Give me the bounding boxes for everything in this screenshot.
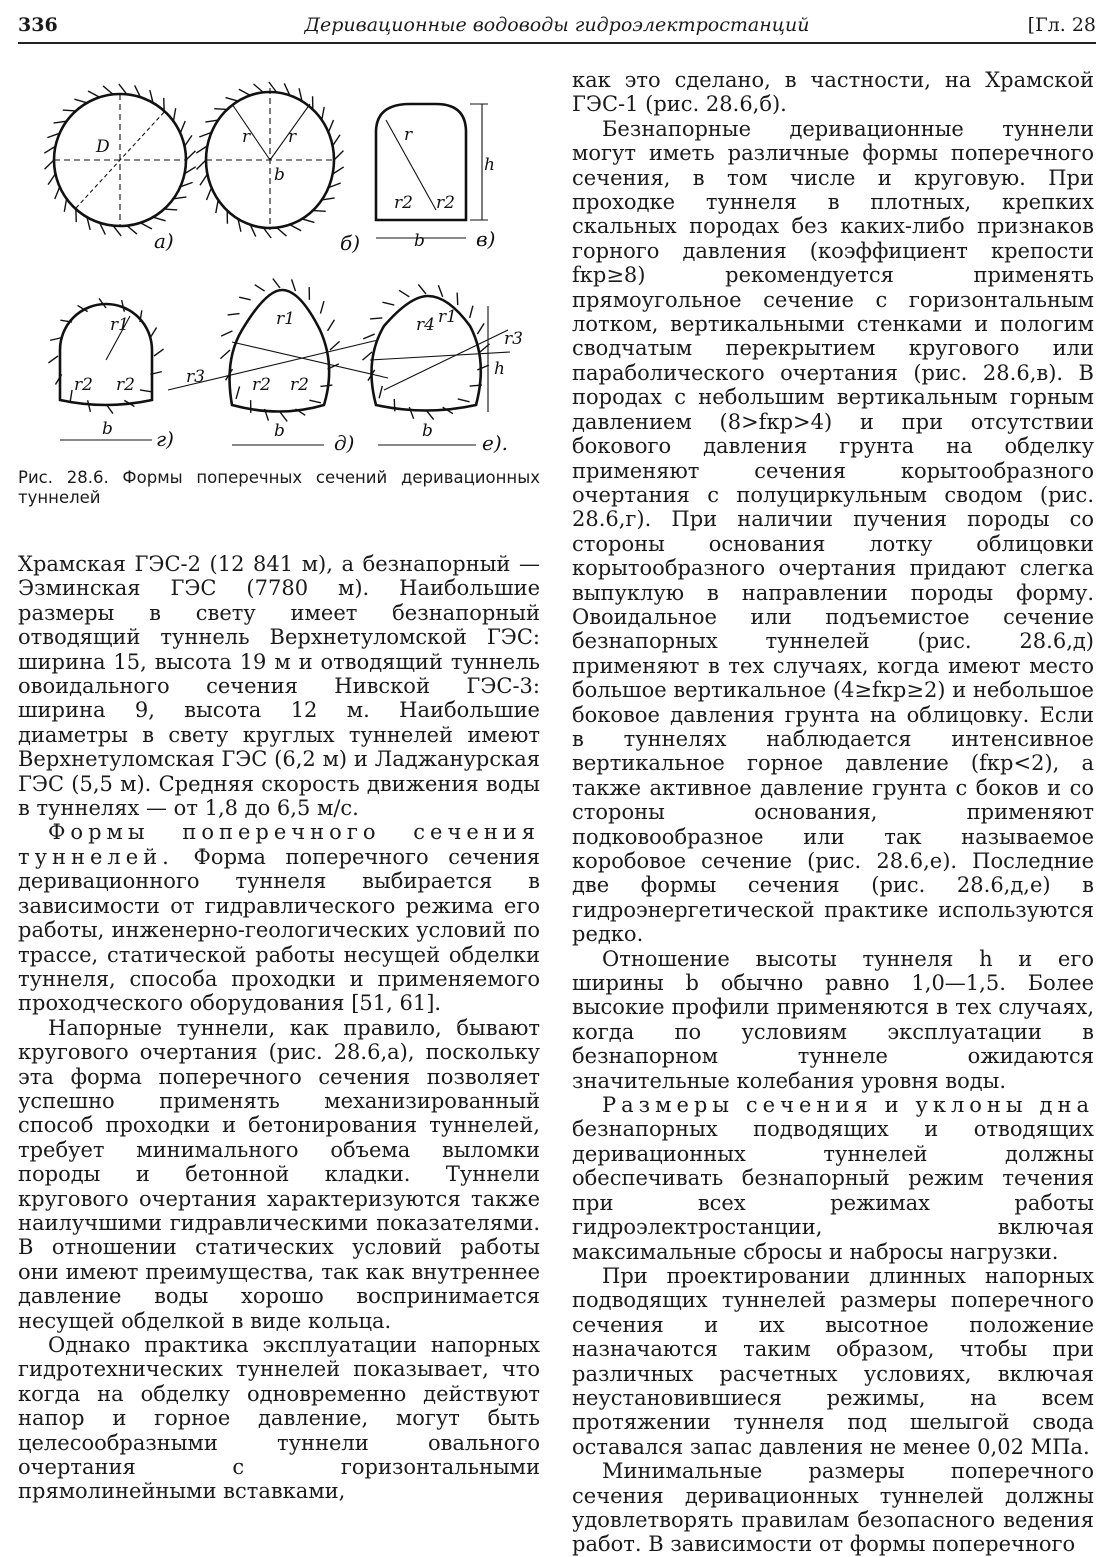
page-number: 336 xyxy=(18,14,58,36)
dim-label: r3 xyxy=(504,329,523,349)
dim-label: r1 xyxy=(110,315,129,335)
dim-label: r2 xyxy=(436,193,455,213)
dim-label: r3 xyxy=(186,367,205,387)
paragraph-text: безнапорных подводящих и отводящих деривационных туннелей должны обеспечивать безнапорный режим течения при всех режимах работы гидроэлектростанции, включая максимальные сбросы и набросы нагрузки. xyxy=(572,1117,1094,1263)
dim-label: h xyxy=(494,359,505,379)
panel-label: е). xyxy=(482,431,508,455)
dim-label: r4 xyxy=(416,315,435,335)
dim-label: r2 xyxy=(394,193,413,213)
dim-label: r xyxy=(288,127,297,147)
paragraph: Напорные туннели, как правило, бывают кругового очертания (рис. 28.6,а), поскольку эта форма поперечного сечения позволяет успешно применять механизированный способ проходки и бетонирования туннелей, требует минимального объема выломки породы и бетонной кладки. Туннели кругового очертания характеризуются также наилучшими гидравлическими показателями. В отношении статических условий работы они имеют преимущества, так как внутреннее давление воды хорошо воспринимается несущей обделкой в виде кольца. xyxy=(18,1016,540,1333)
paragraph: Отношение высоты туннеля h и его ширины b обычно равно 1,0—1,5. Более высокие профили применяются в тех случаях, когда по условиям эксплуатации в безнапорном туннеле ожидаются значительные колебания уровня воды. xyxy=(572,947,1094,1093)
dim-label: r1 xyxy=(438,307,457,327)
right-column xyxy=(572,68,1094,1557)
section-v-rectangular xyxy=(376,104,495,251)
rock-hatching xyxy=(220,279,339,422)
dim-label: r xyxy=(242,127,251,147)
tunnel-sections-figure xyxy=(18,60,540,470)
panel-label: в) xyxy=(476,227,495,251)
paragraph xyxy=(572,1093,1094,1264)
left-column xyxy=(18,552,540,1504)
dim-label: b xyxy=(274,165,285,185)
dim-label: D xyxy=(95,137,110,157)
paragraph: Безнапорные деривационные туннели могут иметь различные формы поперечного сечения, в том числе и круговую. При проходке туннеля в плотных, крепких скальных породах без каких-либо признаков горного давления (коэффициент крепости fкр≥8) рекомендуется применять прямоугольное сечение с горизонтальным лотком, вертикальными стенками и пологим сводчатым перекрытием кругового или параболического очертания (рис. 28.6,в). В породах с небольшим вертикальным горным давлением (8>fкр>4) и при отсутствии бокового давления грунта на обделку применяют сечения корытообразного очертания с полуциркульным сводом (рис. 28.6,г). При наличии пучения породы со стороны основания лотку облицовки корытообразного очертания придают слегка выпуклую в направлении породы форму. Овоидальное или подъемистое сечение безнапорных туннелей (рис. 28.6,д) применяют в тех случаях, когда имеют место большое вертикальное (4≥fкр≥2) и небольшое боковое давления грунта на облицовку. Если в туннелях наблюдается интенсивное вертикальное горное давление (fкр<2), а также активное давление грунта с боков и со стороны основания, применяют подковообразное или так называемое коробовое сечение (рис. 28.6,е). Последние две формы сечения (рис. 28.6,д,е) в гидроэнергетической практике используются редко. xyxy=(572,117,1094,947)
running-title: Деривационные водоводы гидроэлектростанций xyxy=(18,14,1096,36)
chapter-label: [Гл. 28 xyxy=(1028,14,1096,36)
section-d-ovoid xyxy=(168,290,388,455)
figure-caption: Рис. 28.6. Формы поперечных сечений деривационных туннелей xyxy=(18,468,540,508)
section-heading: Формы поперечного сечения туннелей. xyxy=(18,820,540,868)
dim-label: h xyxy=(484,155,495,175)
dim-label: b xyxy=(102,419,113,439)
paragraph xyxy=(18,820,540,1015)
section-a-circular xyxy=(54,94,186,253)
dim-label: b xyxy=(274,421,285,441)
paragraph: При проектировании длинных напорных подводящих туннелей размеры поперечного сечения и их высотное положение назначаются таким образом, чтобы при различных расчетных условиях, включая неустановившиеся режимы, на всем протяжении туннеля под шелыгой свода оставался запас давления не менее 0,02 МПа. xyxy=(572,1264,1094,1459)
panel-label: д) xyxy=(334,431,354,455)
panel-label: б) xyxy=(340,231,360,255)
panel-label: г) xyxy=(156,427,174,451)
dim-label: r2 xyxy=(74,375,93,395)
paragraph: Однако практика эксплуатации напорных гидротехнических туннелей показывает, что когда на обделку одновременно действуют напор и горное давление, могут быть целесообразными туннели овального очертания с горизонтальными прямолинейными вставками, xyxy=(18,1333,540,1504)
dim-label: r2 xyxy=(252,375,271,395)
dim-label: r2 xyxy=(290,375,309,395)
section-heading: Размеры сечения и уклоны дна xyxy=(602,1093,1094,1117)
dim-label: b xyxy=(422,421,433,441)
paragraph: Минимальные размеры поперечного сечения деривационных туннелей должны удовлетворять правилам безопасного ведения работ. В зависимости от формы поперечного xyxy=(572,1459,1094,1557)
section-g-trough xyxy=(60,304,174,451)
paragraph: как это сделано, в частности, на Храмской ГЭС-1 (рис. 28.6,б). xyxy=(572,68,1094,117)
rock-hatching xyxy=(362,284,489,419)
dim-label: r xyxy=(404,125,413,145)
dim-label: r1 xyxy=(276,309,295,329)
paragraph-text: Форма поперечного сечения деривационного туннеля выбирается в зависимости от гидравлического режима его работы, инженерно-геологических условий по трассе, статической работы несущей обделки туннеля, способа проходки и применяемого проходческого оборудования [51, 61]. xyxy=(18,845,540,1015)
page-header xyxy=(18,12,1096,44)
rock-hatching xyxy=(48,298,163,413)
paragraph: Храмская ГЭС-2 (12 841 м), а безнапорный — Эзминская ГЭС (7780 м). Наибольшие размеры в свету имеет безнапорный отводящий туннель Верхнетуломской ГЭС: ширина 15, высота 19 м и отводящий туннель овоидального сечения Нивской ГЭС-3: ширина 9, высота 12 м. Наибольшие диаметры в свету круглых туннелей имеют Верхнетуломская ГЭС (6,2 м) и Ладжанурская ГЭС (5,5 м). Средняя скорость движения воды в туннелях — от 1,8 до 6,5 м/с. xyxy=(18,552,540,820)
panel-label: а) xyxy=(154,229,174,253)
dim-label: b xyxy=(414,231,425,251)
figure-drawing xyxy=(18,60,540,470)
section-e-horseshoe xyxy=(370,296,523,455)
dim-label: r2 xyxy=(116,375,135,395)
